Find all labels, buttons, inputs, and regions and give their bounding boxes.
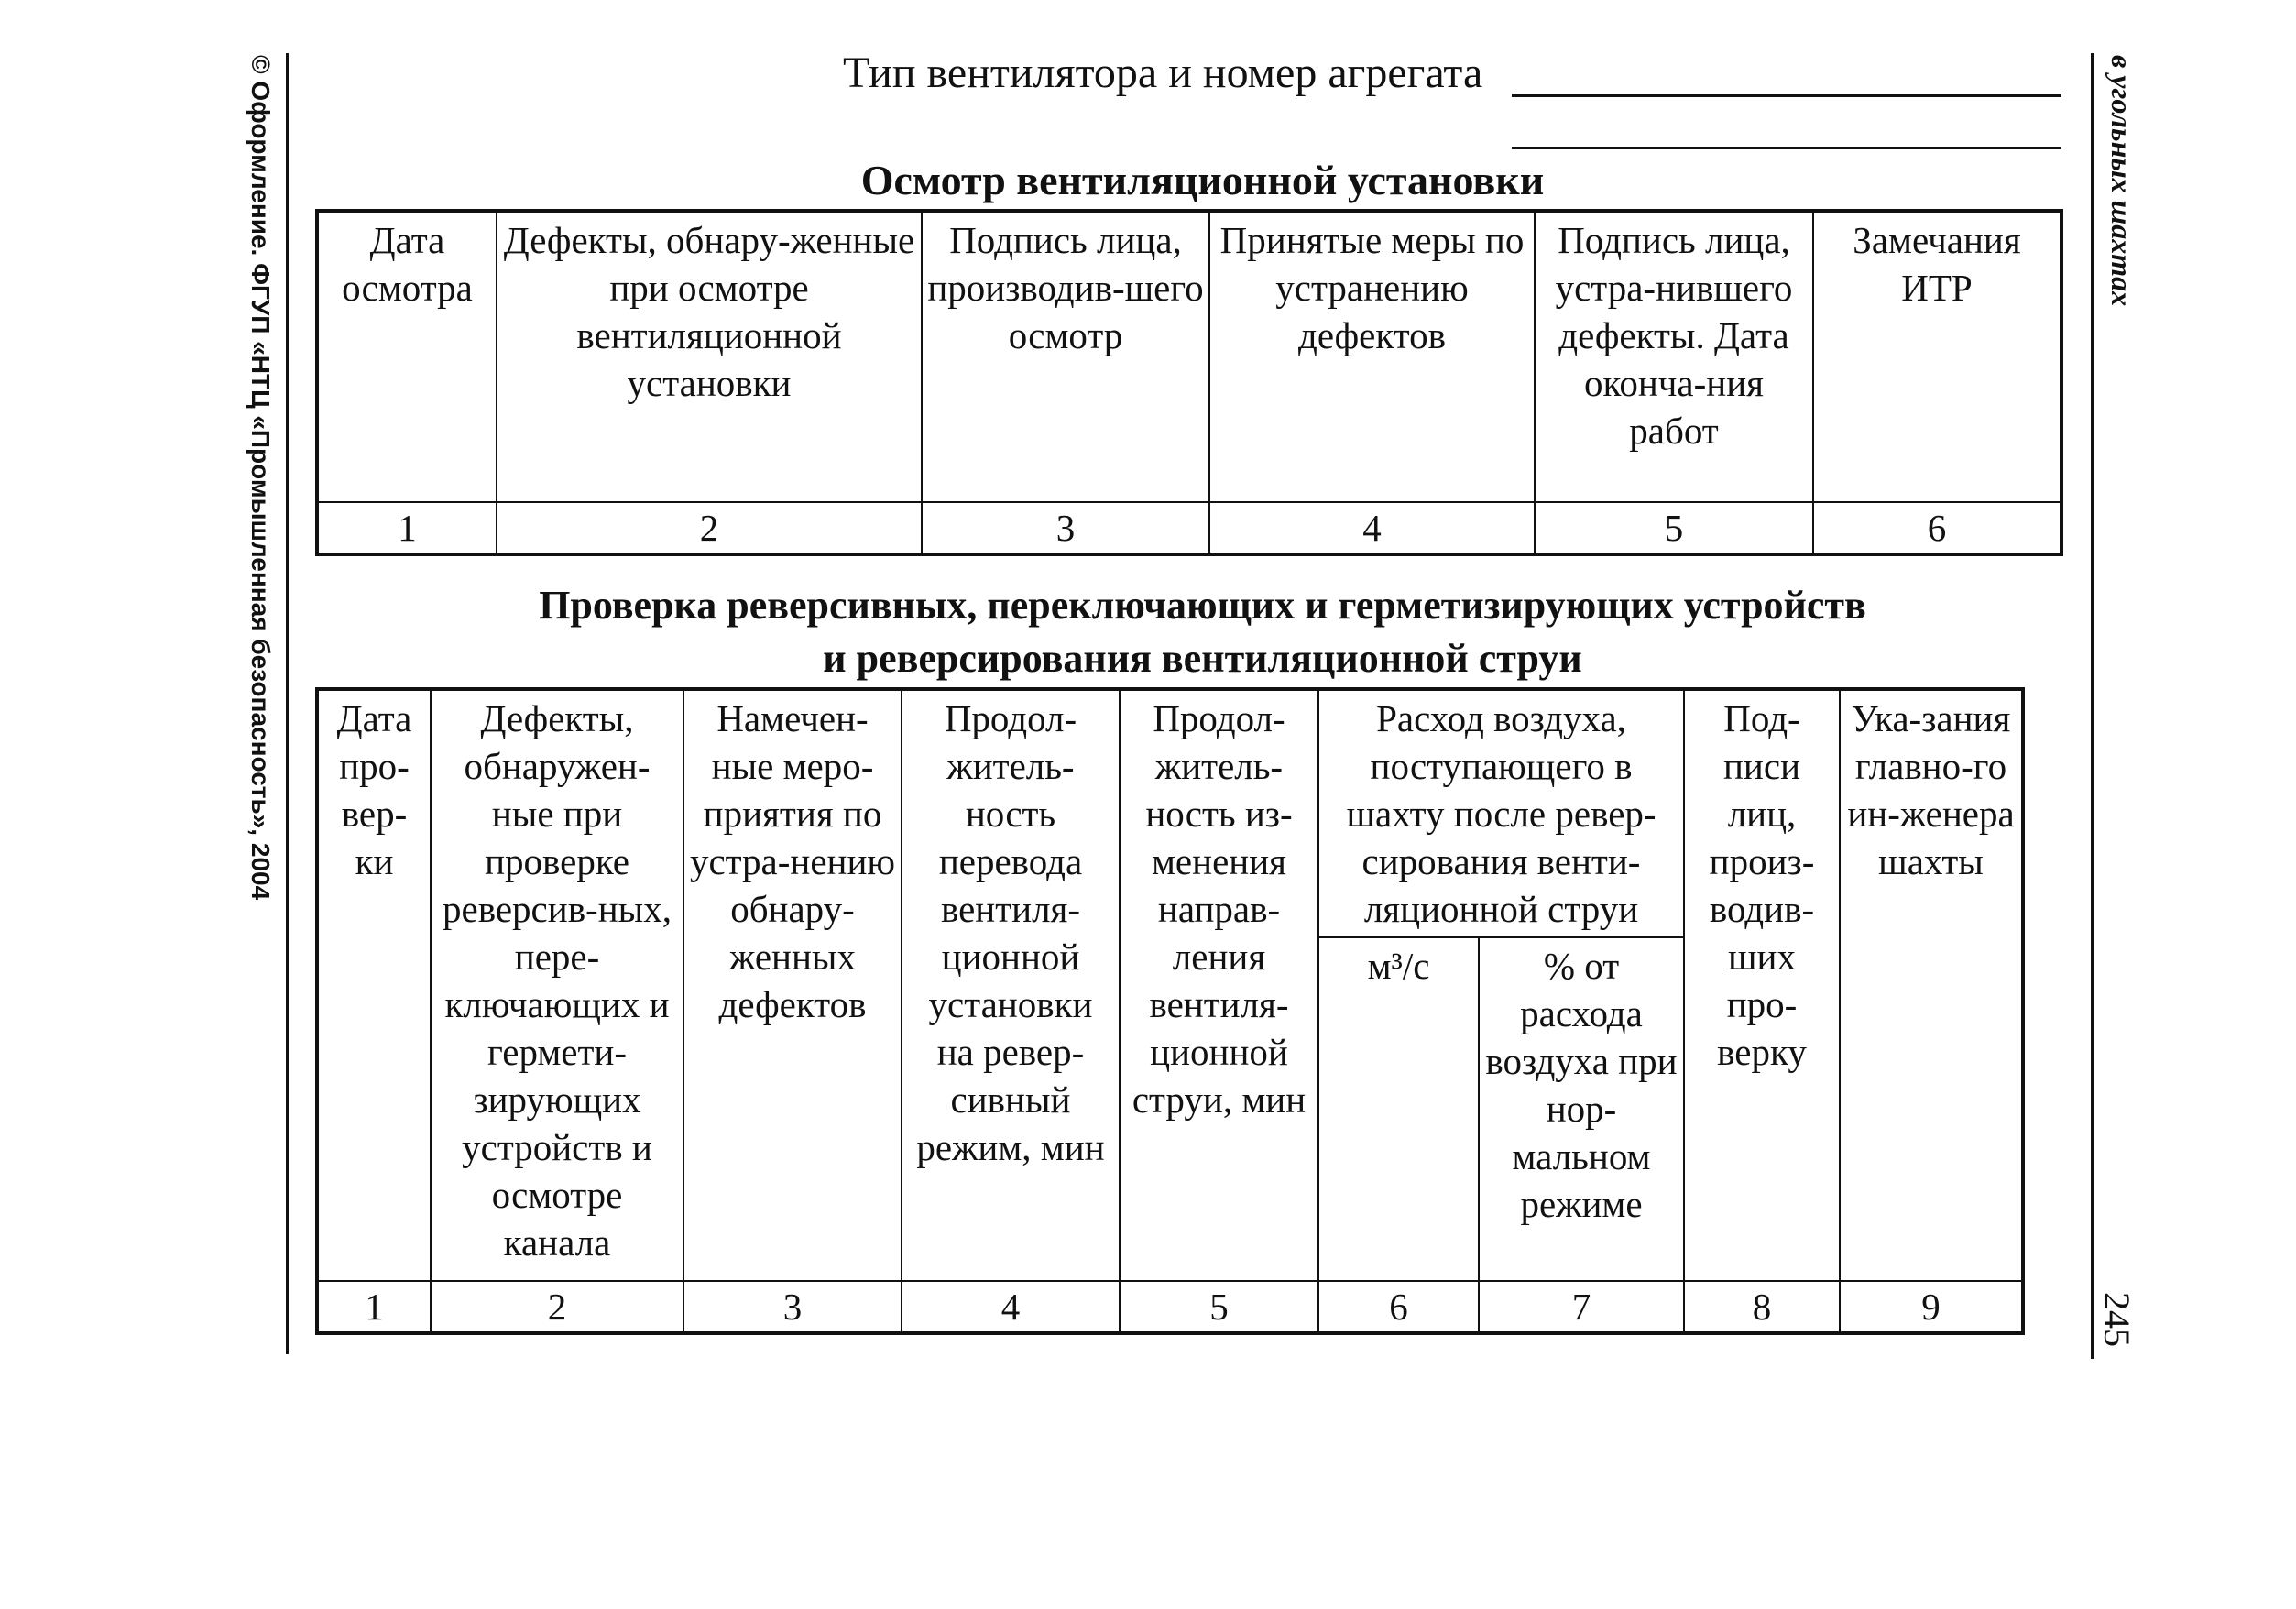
table1-col-header: Дата осмотра	[317, 211, 497, 502]
table2-col-header: Продол-житель-ность перевода вентиля-ционной установки на ревер-сивный режим, мин	[902, 689, 1120, 1281]
table2-title-line2: и реверсирования вентиляционной струи	[823, 636, 1582, 681]
fan-type-blank-line-2[interactable]	[1512, 147, 2061, 149]
copyright-text: © Оформление. ФГУП «НТЦ «Промышленная безопасность», 2004	[246, 55, 275, 901]
table2-col-number: 2	[431, 1281, 683, 1333]
table2-col-number: 1	[317, 1281, 431, 1333]
table1-header-row	[317, 211, 2061, 502]
table2-title-line1: Проверка реверсивных, переключающих и герметизирующих устройств	[539, 583, 1866, 628]
table2-col-header: Ука-зания главно-го ин-женера шахты	[1840, 689, 2023, 1281]
table1-col-number: 1	[317, 502, 497, 554]
table2-header-row	[317, 689, 2023, 937]
table2-col-header-group: Расход воздуха, поступающего в шахту после ревер-сирования венти-ляционной струи	[1318, 689, 1684, 937]
table2-col-number: 4	[902, 1281, 1120, 1333]
table1-col-header: Подпись лица, устра-нившего дефекты. Дата оконча-ния работ	[1535, 211, 1813, 502]
page-number	[2098, 1292, 2144, 1374]
table2-col-number: 7	[1479, 1281, 1684, 1333]
inspection-table	[315, 209, 2063, 556]
table2-subcol-header: % от расхода воздуха при нор-мальном режиме	[1479, 937, 1684, 1281]
table1-col-number: 4	[1209, 502, 1535, 554]
table1-title: Осмотр вентиляционной установки	[860, 157, 1545, 203]
fan-type-blank-line-1[interactable]	[1512, 94, 2061, 97]
copyright-note	[236, 55, 277, 901]
table1-number-row	[317, 502, 2061, 554]
table2-col-header: Под-писи лиц, произ-водив-ших про-верку	[1684, 689, 1840, 1281]
running-head-text: в угольных шахтах	[2105, 55, 2138, 307]
table2-col-number: 8	[1684, 1281, 1840, 1333]
page-number-text: 245	[2096, 1292, 2137, 1347]
table1-col-number: 5	[1535, 502, 1813, 554]
table2-subcol-header: м³/с	[1318, 937, 1479, 1281]
table1-col-number: 2	[497, 502, 922, 554]
table2-col-header: Дата про-вер-ки	[317, 689, 431, 1281]
table2-col-number: 3	[683, 1281, 902, 1333]
reversal-check-table	[315, 687, 2025, 1335]
fan-type-label: Тип вентилятора и номер агрегата	[843, 49, 1483, 97]
table1-col-header: Подпись лица, производив-шего осмотр	[922, 211, 1209, 502]
table2-col-number: 9	[1840, 1281, 2023, 1333]
right-margin-rule	[2091, 53, 2094, 1359]
table2-col-header: Намечен-ные меро-приятия по устра-нению обнару-женных дефектов	[683, 689, 902, 1281]
table2-col-header: Продол-житель-ность из-менения направ-ления вентиля-ционной струи, мин	[1120, 689, 1318, 1281]
table2-number-row	[317, 1281, 2023, 1333]
table2-title	[316, 579, 2089, 685]
table2-col-number: 6	[1318, 1281, 1479, 1333]
table1-col-header: Замечания ИТР	[1813, 211, 2061, 502]
table1-col-number: 6	[1813, 502, 2061, 554]
table2-col-header: Дефекты, обнаружен-ные при проверке реверсив-ных, пере-ключающих и гермети-зирующих устройств и осмотре канала	[431, 689, 683, 1281]
table1-col-header: Принятые меры по устранению дефектов	[1209, 211, 1535, 502]
table1-col-number: 3	[922, 502, 1209, 554]
left-margin-rule	[286, 53, 289, 1354]
table1-col-header: Дефекты, обнару-женные при осмотре вентиляционной установки	[497, 211, 922, 502]
table2-col-number: 5	[1120, 1281, 1318, 1333]
running-head	[2098, 55, 2144, 357]
